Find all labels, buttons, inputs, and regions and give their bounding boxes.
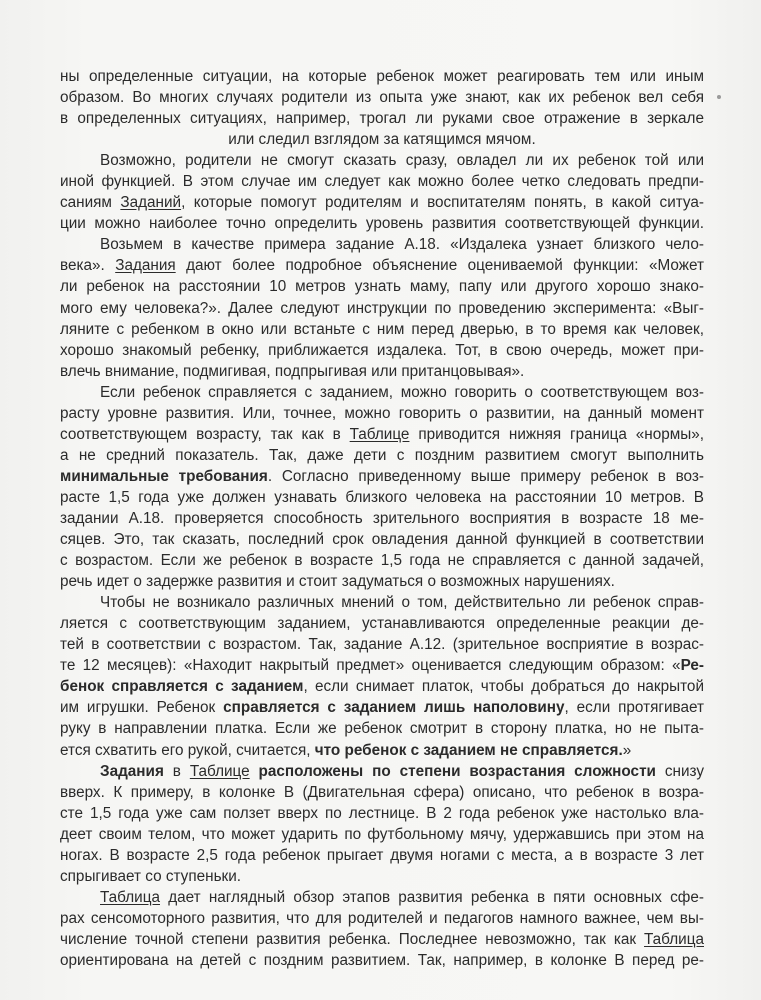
text-line-29: те 12 месяцев): «Находит накрытый предмет» оценивается следующим образом: «Ре- [60, 657, 704, 675]
text-line-39: спрыгивает со ступеньки. [60, 867, 242, 885]
text-line-20: минимальные требования. Согласно приведенному выше примеру ребенок в воз- [60, 467, 704, 485]
text-line-15: влечь внимание, подмигивая, подпрыгивая или пританцовывая». [60, 362, 525, 380]
text-line-37: деет своим телом, что может ударить по футбольному мячу, удержавшись при этом на [60, 825, 704, 843]
text-line-6: иной функцией. В этом случае им следует как можно более четко следовать предпи- [60, 173, 704, 191]
text-line-12: мого ему человека?». Далее следуют инструкции по проведению эксперимента: «Выг- [60, 299, 704, 317]
link-tablica: Таблица [100, 888, 160, 906]
text-line-13: ляните с ребенком в окно или встаньте с ним перед дверью, в то время как человек, [60, 320, 704, 338]
text-line-42: числение точной степени развития ребенка. Последнее невозможно, так как Таблица [60, 930, 704, 948]
text-line-26: Чтобы не возникало различных мнений о том, действительно ли ребенок справ- [100, 594, 704, 612]
text-line-1: ны определенные ситуации, на которые ребенок может реагировать тем или иным [60, 68, 704, 85]
text-line-33: ется схватить его рукой, считается, что ребенок с заданием не справляется.» [60, 741, 632, 759]
text-line-17: расту уровне развития. Или, точнее, можно говорить о развитии, на данный момент [60, 404, 704, 422]
text-line-8: ции можно наиболее точно определить уровень развития соответствующей функции. [60, 215, 704, 233]
bold-half: справляется с заданием лишь наполовину [223, 699, 565, 717]
page-speck [717, 95, 721, 99]
bold-copes: бенок справляется с заданием [60, 678, 304, 696]
text-line-16: Если ребенок справляется с заданием, можно говорить о соответствующем воз- [100, 383, 704, 401]
text-line-10: века». Задания дают более подробное объяснение оцениваемой функции: «Может [60, 257, 704, 275]
text-line-9: Возьмем в качестве примера задание А.18. «Издалека узнает близкого чело- [100, 236, 704, 254]
text-line-14: хорошо знакомый ребенку, приближается издалека. Тот, в свою очередь, может при- [60, 341, 704, 359]
text-line-4: или следил взглядом за катящимся мячом. [228, 131, 536, 149]
link-tablice: Таблице [349, 425, 410, 443]
text-line-7: саниям Заданий, которые помогут родителям и воспитателям понять, в какой ситуа- [60, 194, 704, 212]
text-line-24: с возрастом. Если же ребенок в возрасте 1,5 года не справляется с данной задачей, [60, 552, 704, 570]
text-line-43: ориентирована на детей с поздним развитием. Так, например, в колонке В перед ре- [60, 951, 704, 969]
text-line-40: Таблица дает наглядный обзор этапов развития ребенка в пяти основных сфе- [100, 888, 704, 906]
link-zadaniya: Задания [115, 257, 176, 275]
text-line-34: Задания в Таблице расположены по степени возрастания сложности снизу [100, 762, 704, 780]
text-line-5: Возможно, родители не смогут сказать сразу, овладел ли их ребенок той или [100, 152, 704, 170]
link-tablica-2: Таблица [644, 930, 704, 948]
page-text [60, 66, 704, 971]
text-line-30: бенок справляется с заданием, если снимает платок, чтобы добраться до накрытой [60, 678, 704, 696]
text-line-38: ногах. В возрасте 2,5 года ребенок прыгает двумя ногами с места, а в возрасте 3 лет [60, 846, 704, 864]
text-line-25: речь идет о задержке развития и стоит задуматься о возможных нарушениях. [60, 573, 615, 591]
bold-zadaniya: Задания [100, 762, 164, 780]
bold-order: расположены по степени возрастания сложности [258, 762, 656, 780]
text-line-3: в определенных ситуациях, например, трогал ли руками свое отражение в зеркале [60, 110, 704, 128]
text-line-27: ляется с соответствующим заданием, устанавливаются определенные реакции де- [60, 615, 704, 633]
bold-re: Ре- [680, 657, 704, 675]
text-line-18: соответствующем возрасту, так как в Таблице приводится нижняя граница «нормы», [60, 425, 705, 443]
text-line-21: расте 1,5 года уже должен узнавать близкого человека на расстоянии 10 метров. В [60, 488, 704, 506]
text-line-22: задании А.18. проверяется способность зрительного восприятия в возрасте 18 ме- [60, 509, 704, 527]
text-line-32: руку в направлении платка. Если же ребенок смотрит в сторону платка, но не пыта- [60, 720, 704, 738]
bold-minimal-requirements: минимальные требования [60, 467, 268, 485]
link-tablice-2: Таблице [189, 762, 250, 780]
bold-not-copes: что ребенок с заданием не справляется. [314, 741, 623, 759]
link-zadaniy: Заданий [120, 194, 182, 212]
text-line-11: ли ребенок на расстоянии 10 метров узнать маму, папу или другого хорошо знако- [60, 278, 704, 296]
text-line-19: а не средний показатель. Так, даже дети с поздним развитием смогут выполнить [60, 446, 704, 464]
text-line-28: тей в соответствии с возрастом. Так, задание А.12. (зрительное восприятие в возрас- [60, 636, 704, 654]
text-line-31: им игрушки. Ребенок справляется с заданием лишь наполовину, если протягивает [60, 699, 704, 717]
text-line-36: сте 1,5 года уже сам ползет вверх по лестнице. В 2 года ребенок уже настолько вла- [60, 804, 704, 822]
text-line-35: вверх. К примеру, в колонке В (Двигательная сфера) описано, что ребенок в возра- [60, 783, 704, 801]
text-line-41: рах сенсомоторного развития, что для родителей и педагогов намного важнее, чем вы- [60, 909, 704, 927]
text-line-23: сяцев. Это, так сказать, последний срок овладения данной функцией в соответствии [60, 531, 704, 549]
text-line-2: образом. Во многих случаях родители из опыта уже знают, как их ребенок вел себя [60, 89, 704, 107]
